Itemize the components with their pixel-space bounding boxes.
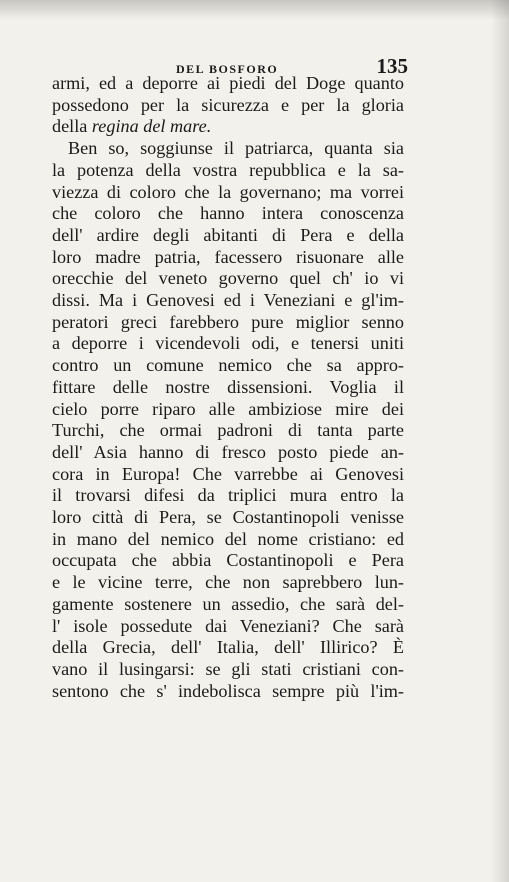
text-line: loro madre patria, facessero risuonare alle [52, 246, 404, 267]
text-line: Ben so, soggiunse il patriarca, quanta sia [68, 138, 404, 159]
italic-phrase: regina del mare. [91, 116, 212, 137]
text-line: dell' Asia hanno di fresco posto piede an- [52, 441, 404, 462]
page-top-shadow [0, 0, 509, 20]
text-line: a deporre i vicendevoli odi, e tenersi uniti [52, 333, 404, 354]
text-line: loro città di Pera, se Costantinopoli venisse [52, 507, 404, 528]
text-line: peratori greci farebbero pure miglior senno [52, 311, 404, 332]
text-line: sentono che s' indebolisca sempre più l'im- [52, 680, 404, 701]
page-edge-shadow [491, 0, 509, 882]
text-line: orecchie del veneto governo quel ch' io vi [52, 268, 404, 289]
text-line: la potenza della vostra repubblica e la sa- [52, 159, 404, 180]
running-title: DEL BOSFORO [176, 62, 279, 76]
text-line: vano il lusingarsi: se gli stati cristiani con- [52, 658, 404, 679]
text-line: l' isole possedute dai Veneziani? Che sarà [52, 615, 404, 636]
text-line: e le vicine terre, che non saprebbero lun- [52, 572, 404, 593]
paragraph [52, 138, 404, 702]
text-line: armi, ed a deporre ai piedi del Doge quanto [52, 73, 404, 93]
text-line [52, 116, 404, 138]
text-line: della Grecia, dell' Italia, dell' Illirico? È [52, 637, 404, 658]
text-line: contro un comune nemico che sa appro- [52, 355, 404, 376]
page-number: 135 [376, 54, 408, 78]
text-line: dell' ardire degli abitanti di Pera e della [52, 224, 404, 245]
text-line: in mano del nemico del nome cristiano: ed [52, 528, 404, 549]
text-line: il trovarsi difesi da triplici mura entro la [52, 485, 404, 506]
text-line: occupata che abbia Costantinopoli e Pera [52, 550, 404, 571]
body-text [52, 73, 404, 702]
text-line: dissi. Ma i Genovesi ed i Veneziani e gl'im- [52, 290, 404, 311]
text-line: possedono per la sicurezza e per la gloria [52, 94, 404, 115]
text-line: che coloro che hanno intera conoscenza [52, 203, 404, 224]
text-line: cielo porre riparo alle ambiziose mire dei [52, 398, 404, 419]
text-fragment: della [52, 116, 92, 137]
text-line: viezza di coloro che la governano; ma vorrei [52, 181, 404, 202]
text-line: Turchi, che ormai padroni di tanta parte [52, 420, 404, 441]
text-line: gamente sostenere un assedio, che sarà del- [52, 593, 404, 614]
text-line: cora in Europa! Che varrebbe ai Genovesi [52, 463, 404, 484]
text-line: fittare delle nostre dissensioni. Voglia il [52, 376, 404, 397]
